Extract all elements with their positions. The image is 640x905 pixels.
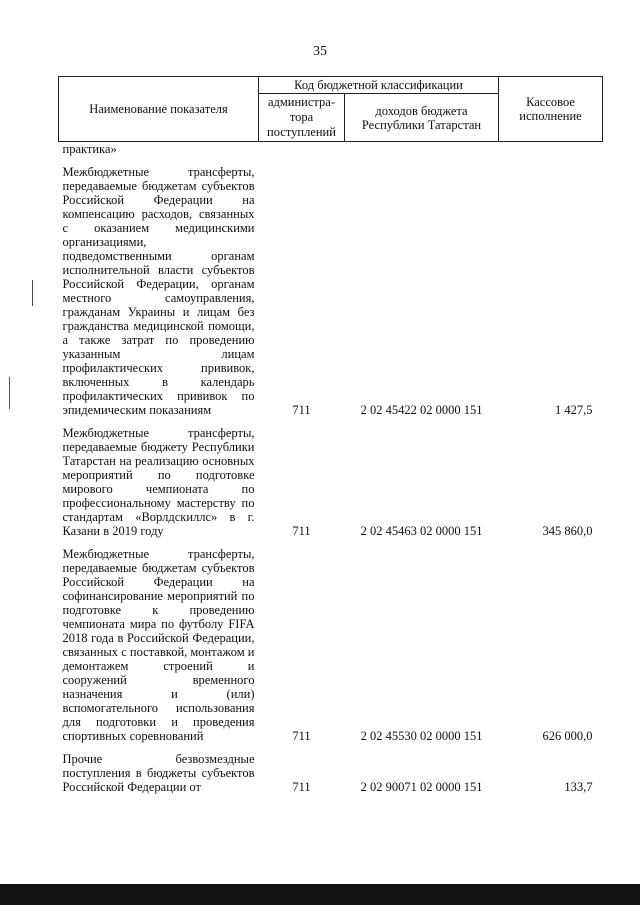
header-cash: Кассовое исполнение — [499, 77, 603, 142]
scan-mark — [9, 377, 10, 409]
row-amount: 1 427,5 — [555, 403, 593, 417]
row-code: 2 02 45530 02 0000 151 — [360, 729, 483, 743]
budget-table — [58, 76, 603, 794]
row-name: Межбюджетные трансферты, передаваемые бюджетам субъектов Российской Федерации на софинансирование мероприятий по подготовке к проведению чемпионата мира по футболу FIFA 2018 года в Российской Федерации, связанных с поставкой, монтажом и демонтажем строений и сооружений временного назначения и (или) вспомогательного использования для подготовки и проведения спортивных соревнований — [62, 547, 255, 743]
table-row — [59, 426, 603, 538]
carryover-row — [59, 142, 603, 157]
row-amount: 133,7 — [564, 780, 593, 794]
table-row — [59, 752, 603, 794]
row-code: 2 02 90071 02 0000 151 — [360, 780, 483, 794]
scan-mark — [32, 280, 33, 306]
row-admin: 711 — [292, 524, 311, 538]
row-name: Межбюджетные трансферты, передаваемые бюджетам субъектов Российской Федерации на компенсацию расходов, связанных с оказанием медицинскими организациями, подведомственными органам исполнительной власти субъектов Российской Федерации, органам местного самоуправления, гражданам Украины и лицам без гражданства медицинской помощи, а также затрат по проведению указанным лицам профилактических прививок, включенных в календарь профилактических прививок по эпидемическим показаниям — [62, 165, 255, 417]
row-admin: 711 — [292, 780, 311, 794]
row-name: Прочие безвозмездные поступления в бюджеты субъектов Российской Федерации от — [62, 752, 255, 794]
carryover-text: практика» — [62, 142, 117, 156]
header-name: Наименование показателя — [59, 77, 259, 142]
row-name: Межбюджетные трансферты, передаваемые бюджету Республики Татарстан на реализацию основных мероприятий по подготовке мирового чемпионата по профессиональному мастерству по стандартам «Ворлдскиллс» в г. Казани в 2019 году — [62, 426, 255, 538]
row-code: 2 02 45463 02 0000 151 — [360, 524, 483, 538]
row-amount: 626 000,0 — [542, 729, 593, 743]
table-row — [59, 547, 603, 743]
header-code-group: Код бюджетной классификации — [259, 77, 499, 94]
scan-bottom-edge — [0, 884, 640, 905]
row-admin: 711 — [292, 403, 311, 417]
header-row-1 — [59, 77, 603, 94]
row-admin: 711 — [292, 729, 311, 743]
row-amount: 345 860,0 — [542, 524, 593, 538]
header-admin: администра- тора поступлений — [259, 94, 345, 142]
table-row — [59, 165, 603, 417]
page-number: 35 — [313, 44, 327, 59]
header-revenue: доходов бюджета Республики Татарстан — [345, 94, 499, 142]
row-code: 2 02 45422 02 0000 151 — [360, 403, 483, 417]
